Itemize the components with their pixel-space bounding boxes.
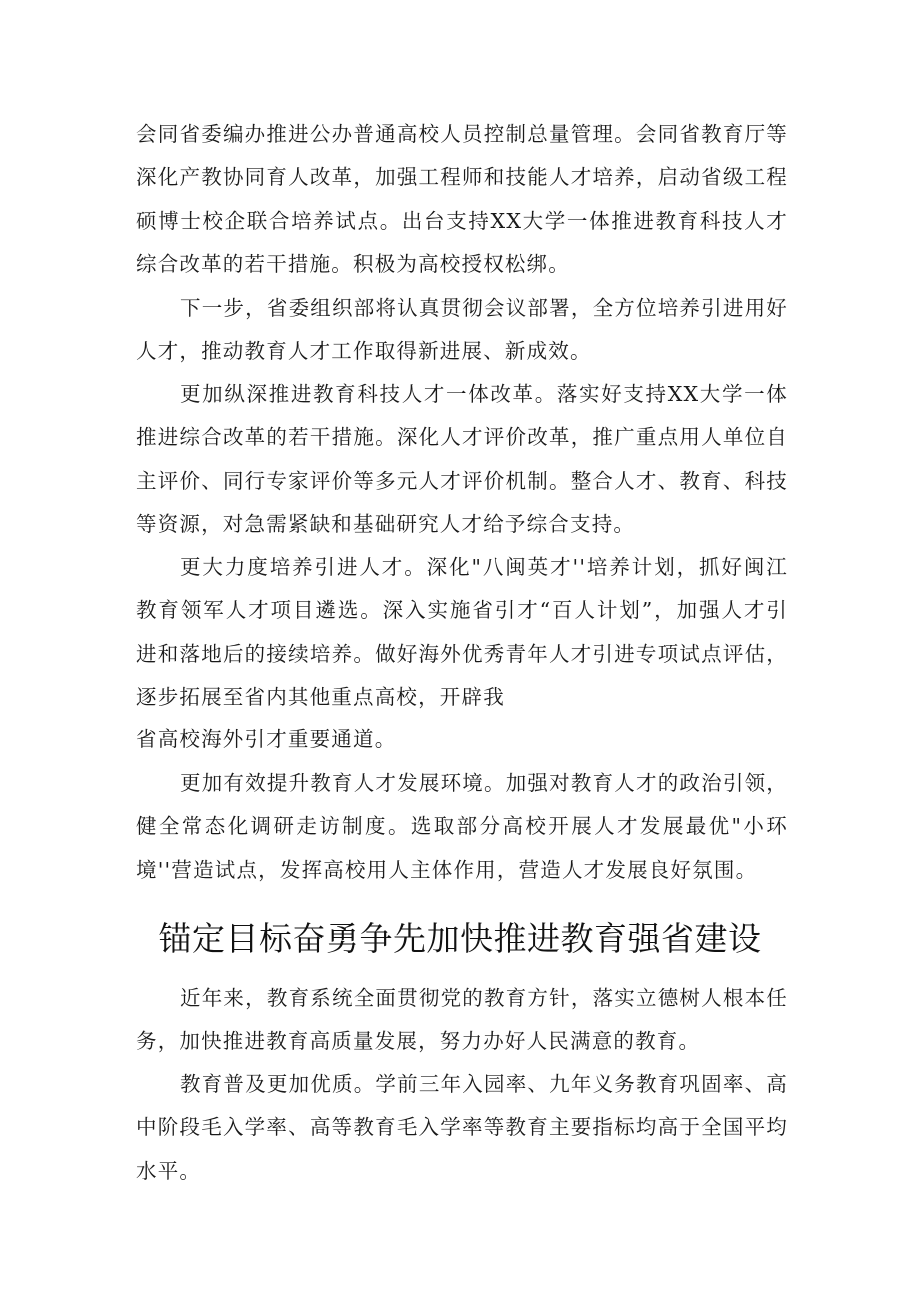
paragraph-education-popularization: 教育普及更加优质。学前三年入园率、九年义务教育巩固率、高中阶段毛入学率、高等教育毛入学率等教育主要指标均高于全国平均水平。 <box>136 1072 788 1183</box>
paragraph-talent-environment: 更加有效提升教育人才发展环境。加强对教育人才的政治引领，健全常态化调研走访制度。选取部分高校开展人才发展最优"小环境''营造试点，发挥高校用人主体作用，营造人才发展良好氛围。 <box>136 771 788 882</box>
paragraph-integrated-reform: 更加纵深推进教育科技人才一体改革。落实好支持XX大学一体推进综合改革的若干措施。深化人才评价改革，推广重点用人单位自主评价、同行专家评价等多元人才评价机制。整合人才、教育、科技等资源，对急需紧缺和基础研究人才给予综合支持。 <box>136 382 788 536</box>
section-heading: 锚定目标奋勇争先加快推进教育强省建设 <box>158 919 762 958</box>
paragraph-talent-cultivation: 更大力度培养引进人才。深化"八闽英才''培养计划，抓好闽江教育领军人才项目遴选。深入实施省引才“百人计划”，加强人才引进和落地后的接续培养。做好海外优秀青年人才引进专项试点评估，逐步拓展至省内其他重点高校，开辟我 <box>136 555 788 709</box>
paragraph-talent-cultivation-continued: 省高校海外引才重要通道。 <box>136 727 397 751</box>
paragraph-personnel-management: 会同省委编办推进公办普通高校人员控制总量管理。会同省教育厅等深化产教协同育人改革，加强工程师和技能人才培养，启动省级工程硕博士校企联合培养试点。出台支持XX大学一体推进教育科技人才综合改革的若干措施。积极为高校授权松绑。 <box>136 122 788 276</box>
paragraph-next-step: 下一步，省委组织部将认真贯彻会议部署，全方位培养引进用好人才，推动教育人才工作取得新进展、新成效。 <box>136 296 788 364</box>
paragraph-education-overview: 近年来，教育系统全面贯彻党的教育方针，落实立德树人根本任务，加快推进教育高质量发展，努力办好人民满意的教育。 <box>136 986 788 1054</box>
